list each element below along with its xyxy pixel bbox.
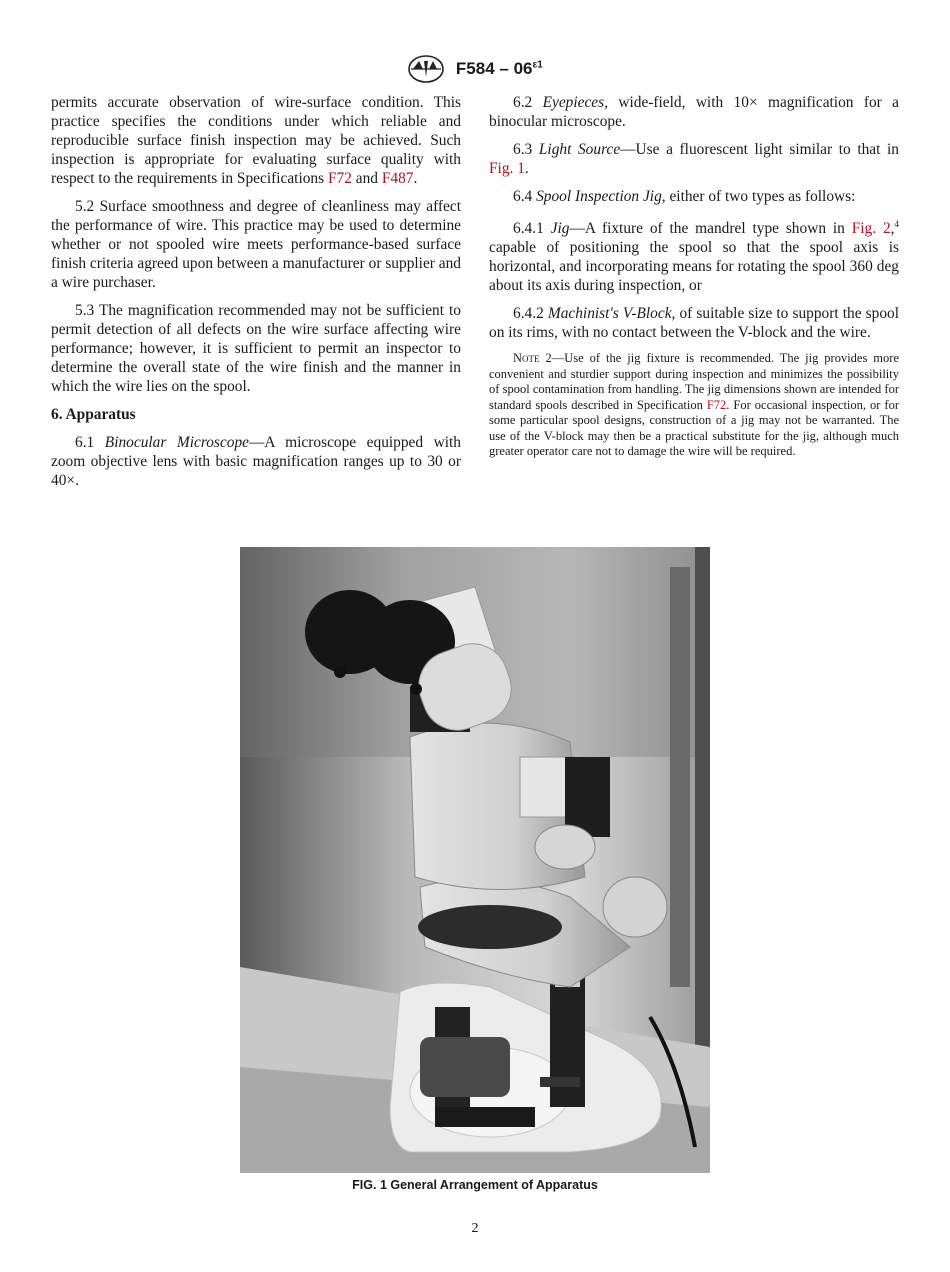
astm-logo-icon [407,54,445,84]
page-number: 2 [471,1221,479,1236]
link-f72[interactable]: F72 [327,170,352,187]
section-heading-apparatus: 6. Apparatus [51,406,136,423]
footnote-ref-4[interactable]: 4 [894,219,899,229]
link-f72-note[interactable]: F72 [706,397,727,412]
paragraph-5-3: 5.3 The magnification recommended may not be sufficient to permit detection of all defects on the wire surface affecting wire performance; however, it is sufficient to permit an inspector to determine the overall state of the wire finish and the manner in which the wire lies on the spool. [51,302,461,395]
note-2: Note 2—Use of the jig fixture is recommended. The jig provides more convenient and sturdier support during inspection and minimizes the possibility of spool contamination from handling. The jig dimensions shown are intended for standard spools described in Specification F72. For occasional inspection, or for some particular spool designs, construction of a jig may not be warranted. The use of the V-block may then be a practical substitute for the jig, although much greater operator care not to damage the wire will be required. [489,351,900,459]
paragraph-6-2: 6.2 Eyepieces, wide-field, with 10× magnification for a binocular microscope. [489,94,899,130]
paragraph-6-4-1: 6.4.1 Jig—A fixture of the mandrel type shown in Fig. 2,$^4$ capable of positioning the spool so that the spool axis is horizontal, and incorporating means for rotating the spool 360 deg about its axis during inspection, or [489,219,899,295]
paragraph-6-3: 6.3 Light Source—Use a fluorescent light similar to that in Fig. 1. [489,141,899,177]
paragraph-5-1-continued: permits accurate observation of wire-surface condition. This practice specifies the conditions under which reliable and reproducible surface finish inspection may be achieved. Such inspection is appropriate for evaluating surface quality with respect to the requirements in Specifications F72 and F487. [51,94,461,187]
link-f487[interactable]: F487 [381,170,414,187]
figure-caption: FIG. 1 General Arrangement of Apparatus [352,1178,598,1192]
left-column [51,93,461,499]
paragraph-6-4-2: 6.4.2 Machinist's V-Block, of suitable size to support the spool on its rims, with no contact between the V-block and the wire. [489,305,899,342]
paragraph-6-4: 6.4 Spool Inspection Jig, either of two types as follows: [513,188,856,205]
page-header [0,54,950,84]
link-fig-2[interactable]: Fig. 2 [851,220,891,238]
epsilon-superscript: ε1 [532,59,543,71]
document-designation: $F584 - 06^{\varepsilon 1}$ [455,59,543,78]
microscope-photo-icon [240,547,710,1173]
paragraph-5-2: 5.2 Surface smoothness and degree of cleanliness may affect the performance of wire. This practice may be used to determine whether or not spooled wire meets performance-based surface finish criteria agreed upon between a manufacturer or supplier and a wire purchaser. [51,198,461,291]
link-fig-1[interactable]: Fig. 1 [489,160,525,177]
right-column [489,93,899,469]
paragraph-6-1: 6.1 Binocular Microscope—A microscope equipped with zoom objective lens with basic magnification ranges up to 30 or 40×. [51,434,461,489]
